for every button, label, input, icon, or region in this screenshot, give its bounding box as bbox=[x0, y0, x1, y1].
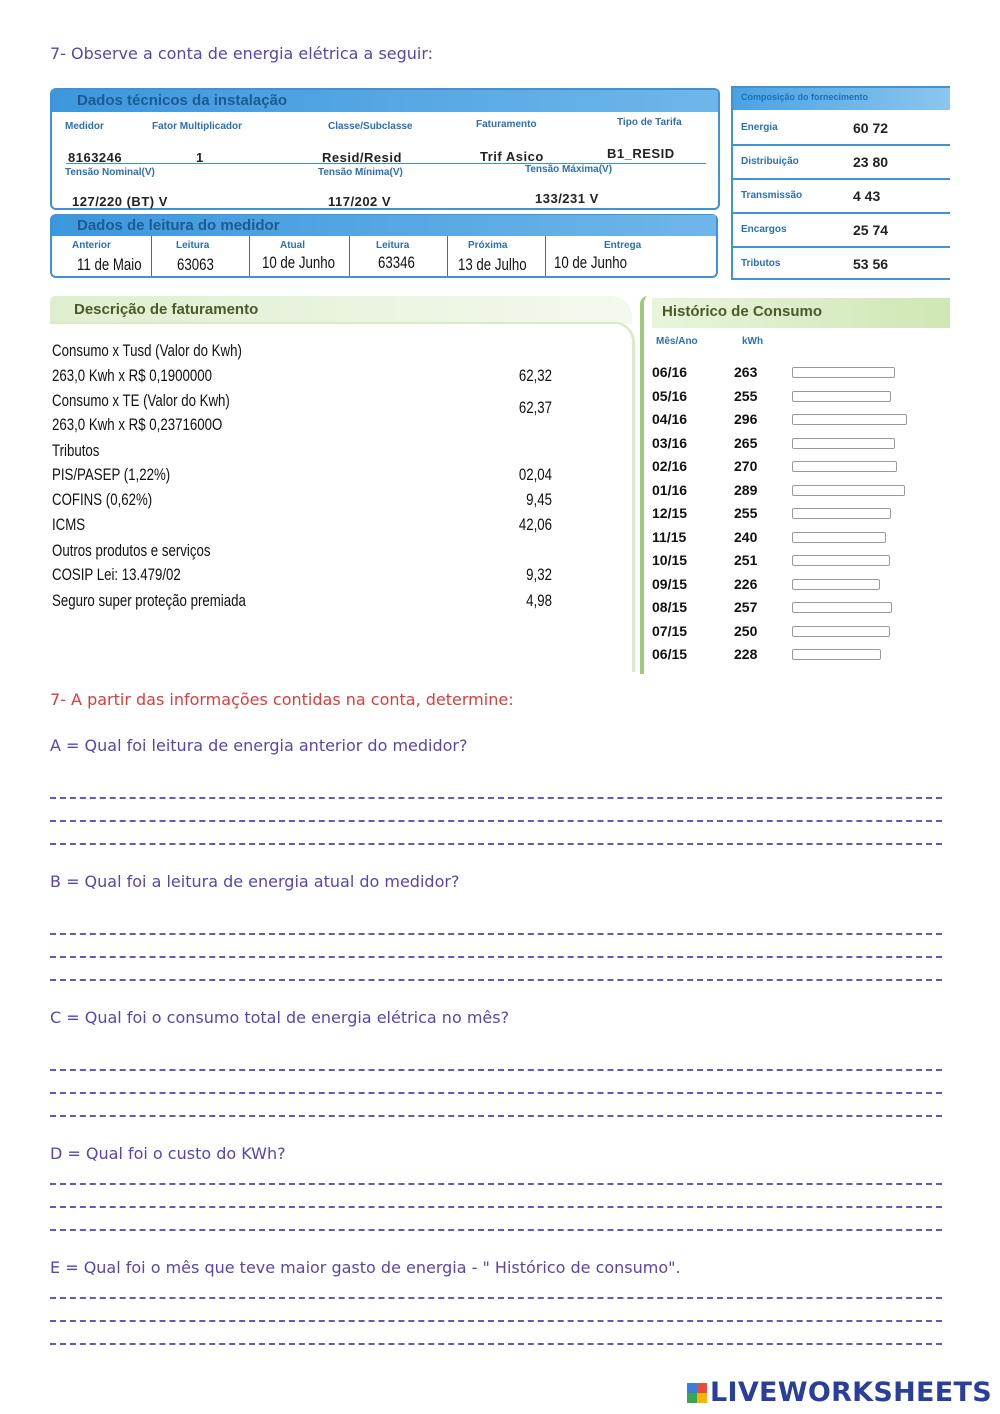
history-kwh: 270 bbox=[734, 458, 758, 474]
composition-title: Composição do fornecimento bbox=[733, 88, 950, 110]
history-bar bbox=[792, 626, 890, 637]
history-row bbox=[652, 435, 922, 458]
history-row bbox=[652, 576, 922, 599]
answer-line-d3[interactable] bbox=[50, 1229, 942, 1231]
tech-value: Resid/Resid bbox=[322, 150, 402, 165]
question-d: D = Qual foi o custo do KWh? bbox=[50, 1144, 286, 1163]
history-row bbox=[652, 529, 922, 552]
history-row bbox=[652, 458, 922, 481]
history-bar bbox=[792, 391, 891, 402]
billing-line: ICMS bbox=[52, 515, 86, 534]
history-kwh: 265 bbox=[734, 434, 758, 451]
tech-data-title: Dados técnicos da instalação bbox=[52, 90, 718, 112]
exercise-heading: 7- Observe a conta de energia elétrica a seguir: bbox=[50, 44, 434, 63]
history-month: 04/16 bbox=[652, 411, 688, 427]
answer-line-e1[interactable] bbox=[50, 1297, 942, 1299]
composition-value: 60 72 bbox=[853, 120, 889, 136]
answer-line-c2[interactable] bbox=[50, 1092, 942, 1094]
history-row bbox=[652, 388, 922, 411]
history-row bbox=[652, 646, 922, 669]
history-kwh: 255 bbox=[734, 505, 758, 521]
tension-header: Tensão Máxima(V) bbox=[525, 164, 613, 175]
tech-value: Trif Asico bbox=[480, 149, 544, 164]
reading-label: Leitura bbox=[176, 240, 210, 251]
logo-text: LIVEWORKSHEETS bbox=[709, 1377, 992, 1408]
tech-header: Classe/Subclasse bbox=[328, 121, 413, 132]
history-month: 08/15 bbox=[652, 599, 688, 615]
reading-cell bbox=[350, 236, 448, 276]
history-bar bbox=[792, 532, 886, 543]
reading-title: Dados de leitura do medidor bbox=[52, 215, 716, 236]
composition-value: 23 80 bbox=[853, 154, 889, 170]
composition-row bbox=[733, 180, 950, 214]
billing-value: 9,32 bbox=[526, 565, 552, 584]
tech-header: Tipo de Tarifa bbox=[617, 117, 682, 128]
reading-cell bbox=[152, 236, 250, 276]
history-kwh: 257 bbox=[734, 599, 758, 615]
answer-line-a2[interactable] bbox=[50, 820, 942, 822]
billing-line: 263,0 Kwh x R$ 0,2371600O bbox=[52, 415, 223, 434]
answer-line-b2[interactable] bbox=[50, 956, 942, 958]
reading-value: 63063 bbox=[177, 255, 214, 274]
answer-line-b3[interactable] bbox=[50, 979, 942, 981]
billing-value: 62,37 bbox=[518, 398, 552, 417]
billing-value: 4,98 bbox=[526, 591, 552, 610]
reading-label: Entrega bbox=[604, 240, 642, 251]
history-row bbox=[652, 364, 922, 387]
history-bar bbox=[792, 555, 890, 566]
reading-value: 10 de Junho bbox=[262, 253, 336, 272]
tension-value: 133/231 V bbox=[535, 191, 599, 206]
tension-value: 127/220 (BT) V bbox=[72, 194, 168, 209]
billing-value: 02,04 bbox=[518, 465, 552, 484]
reading-cell bbox=[546, 236, 716, 276]
history-bar bbox=[792, 485, 905, 496]
history-bar bbox=[792, 438, 895, 449]
history-month: 09/15 bbox=[652, 575, 688, 592]
reading-value: 10 de Junho bbox=[554, 253, 628, 272]
reading-cell bbox=[250, 236, 350, 276]
history-month: 06/16 bbox=[652, 364, 688, 380]
history-row bbox=[652, 552, 922, 575]
history-row bbox=[652, 411, 922, 434]
reading-cell bbox=[448, 236, 546, 276]
history-bar bbox=[792, 508, 891, 519]
history-kwh: 250 bbox=[734, 622, 758, 639]
question-c: C = Qual foi o consumo total de energia elétrica no mês? bbox=[50, 1008, 510, 1027]
composition-label: Encargos bbox=[741, 224, 787, 235]
tech-header: Fator Multiplicador bbox=[152, 121, 242, 132]
billing-line: Tributos bbox=[52, 441, 100, 460]
history-kwh: 226 bbox=[734, 575, 758, 592]
question-b: B = Qual foi a leitura de energia atual do medidor? bbox=[50, 872, 460, 891]
tech-header: Medidor bbox=[65, 121, 104, 132]
history-month: 02/16 bbox=[652, 458, 688, 474]
composition-row bbox=[733, 146, 950, 180]
history-kwh: 240 bbox=[734, 528, 758, 545]
tech-value: 8163246 bbox=[68, 150, 123, 165]
composition-label: Energia bbox=[741, 122, 778, 133]
history-bar bbox=[792, 461, 897, 472]
history-row bbox=[652, 482, 922, 505]
composition-label: Tributos bbox=[741, 258, 781, 269]
composition-label: Transmissão bbox=[741, 190, 803, 201]
answer-line-a3[interactable] bbox=[50, 843, 942, 845]
history-month: 11/15 bbox=[652, 528, 687, 545]
reading-label: Anterior bbox=[72, 240, 111, 251]
liveworksheets-logo bbox=[687, 1377, 992, 1408]
billing-line: Outros produtos e serviços bbox=[52, 541, 211, 560]
history-month: 01/16 bbox=[652, 481, 688, 498]
tech-value: 1 bbox=[196, 150, 204, 165]
answer-line-b1[interactable] bbox=[50, 933, 942, 935]
history-title: Histórico de Consumo bbox=[652, 298, 950, 328]
tension-header: Tensão Mínima(V) bbox=[318, 167, 403, 178]
billing-line: PIS/PASEP (1,22%) bbox=[52, 465, 171, 484]
reading-value: 63346 bbox=[378, 253, 415, 272]
answer-line-e2[interactable] bbox=[50, 1320, 942, 1322]
composition-value: 4 43 bbox=[853, 188, 881, 204]
billing-line: COFINS (0,62%) bbox=[52, 490, 153, 509]
history-month: 05/16 bbox=[652, 387, 688, 404]
composition-value: 25 74 bbox=[853, 222, 889, 238]
history-row bbox=[652, 505, 922, 528]
tech-value: B1_RESID bbox=[607, 146, 675, 161]
billing-line: 263,0 Kwh x R$ 0,1900000 bbox=[52, 366, 212, 385]
reading-cell bbox=[52, 236, 152, 276]
history-bar bbox=[792, 649, 881, 660]
billing-value: 42,06 bbox=[518, 515, 552, 534]
reading-label: Leitura bbox=[376, 240, 410, 251]
billing-line: Consumo x Tusd (Valor do Kwh) bbox=[52, 341, 242, 360]
answer-line-d1[interactable] bbox=[50, 1183, 942, 1185]
answer-line-c3[interactable] bbox=[50, 1115, 942, 1117]
tension-header: Tensão Nominal(V) bbox=[65, 167, 155, 178]
history-bar bbox=[792, 579, 880, 590]
answer-line-e3[interactable] bbox=[50, 1343, 942, 1345]
logo-icon bbox=[687, 1383, 707, 1403]
tension-value: 117/202 V bbox=[328, 194, 392, 209]
billing-line: COSIP Lei: 13.479/02 bbox=[52, 565, 181, 584]
history-month: 12/15 bbox=[652, 505, 688, 521]
answer-line-c1[interactable] bbox=[50, 1069, 942, 1071]
composition-row bbox=[733, 214, 950, 248]
billing-value: 62,32 bbox=[518, 366, 552, 385]
history-month: 06/15 bbox=[652, 646, 688, 662]
reading-value: 13 de Julho bbox=[458, 255, 527, 274]
answer-line-a1[interactable] bbox=[50, 797, 942, 799]
question-e: E = Qual foi o mês que teve maior gasto de energia - " Histórico de consumo". bbox=[50, 1258, 681, 1277]
history-kwh: 228 bbox=[734, 646, 758, 662]
history-kwh: 255 bbox=[734, 387, 758, 404]
billing-line: Seguro super proteção premiada bbox=[52, 591, 246, 610]
history-kwh: 251 bbox=[734, 552, 758, 568]
history-col-kwh: kWh bbox=[742, 336, 764, 347]
billing-title: Descrição de faturamento bbox=[50, 296, 632, 324]
history-bar bbox=[792, 367, 895, 378]
history-row bbox=[652, 623, 922, 646]
reading-value: 11 de Maio bbox=[77, 255, 142, 274]
composition-label: Distribuição bbox=[741, 156, 799, 167]
reading-label: Próxima bbox=[468, 240, 508, 251]
answer-line-d2[interactable] bbox=[50, 1206, 942, 1208]
history-month: 03/16 bbox=[652, 434, 688, 451]
composition-row bbox=[733, 112, 950, 146]
tech-header: Faturamento bbox=[476, 119, 537, 130]
instruction: 7- A partir das informações contidas na conta, determine: bbox=[50, 690, 514, 709]
billing-value: 9,45 bbox=[526, 490, 552, 509]
history-month: 07/15 bbox=[652, 622, 688, 639]
composition-row bbox=[733, 248, 950, 282]
history-bar bbox=[792, 602, 892, 613]
question-a: A = Qual foi leitura de energia anterior do medidor? bbox=[50, 736, 468, 755]
history-kwh: 296 bbox=[734, 411, 758, 427]
history-col-month: Mês/Ano bbox=[656, 336, 698, 347]
history-kwh: 263 bbox=[734, 364, 758, 380]
history-bar bbox=[792, 414, 907, 425]
reading-label: Atual bbox=[280, 240, 305, 251]
history-kwh: 289 bbox=[734, 481, 758, 498]
composition-value: 53 56 bbox=[853, 256, 889, 272]
history-row bbox=[652, 599, 922, 622]
history-month: 10/15 bbox=[652, 552, 688, 568]
billing-line: Consumo x TE (Valor do Kwh) bbox=[52, 391, 230, 410]
